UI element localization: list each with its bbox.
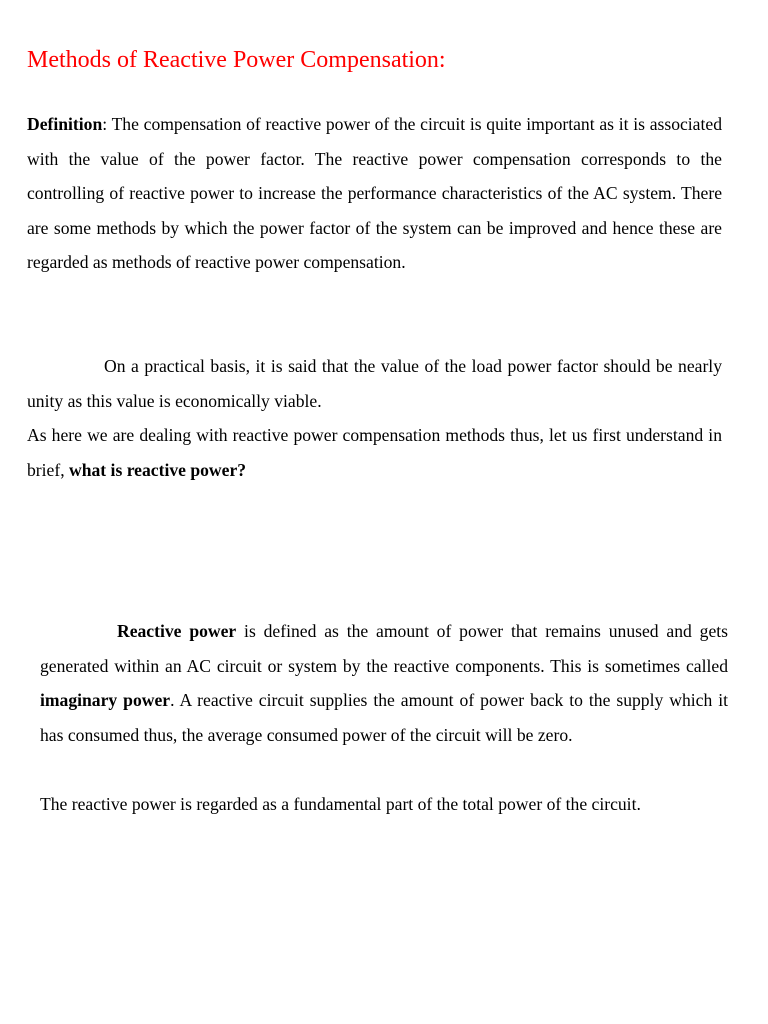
practical-basis-paragraph: On a practical basis, it is said that the value of the load power factor should be nearly unity as this value is economically viable. — [27, 356, 722, 411]
intro-question: what is reactive power? — [69, 459, 247, 480]
definition-label: Definition — [27, 114, 103, 134]
intro-text: As here we are dealing with reactive power compensation methods thus, let us first understand in brief, — [27, 425, 722, 480]
reactive-power-text-1: is defined as the amount of power that remains unused and gets generated within an AC circuit or system by the reactive components. This is sometimes called — [40, 621, 728, 676]
fundamental-paragraph: The reactive power is regarded as a fundamental part of the total power of the circuit. — [40, 794, 641, 814]
definition-text: : The compensation of reactive power of the circuit is quite important as it is associated with the value of the power factor. The reactive power compensation corresponds to the controlling of reactive power to increase the performance characteristics of the AC system. There are some methods by which the power factor of the system can be improved and hence these are regarded as methods of reactive power compensation. — [27, 114, 722, 273]
reactive-power-definition-paragraph — [40, 614, 728, 752]
imaginary-power-term: imaginary power — [40, 690, 171, 711]
reactive-power-term: Reactive power — [117, 621, 237, 641]
definition-paragraph — [27, 107, 722, 280]
page-title: Methods of Reactive Power Compensation: — [27, 47, 446, 73]
reactive-power-text-2: . A reactive circuit supplies the amount of power back to the supply which it has consumed thus, the average consumed power of the circuit will be zero. — [40, 690, 728, 745]
intro-paragraph — [27, 418, 722, 487]
